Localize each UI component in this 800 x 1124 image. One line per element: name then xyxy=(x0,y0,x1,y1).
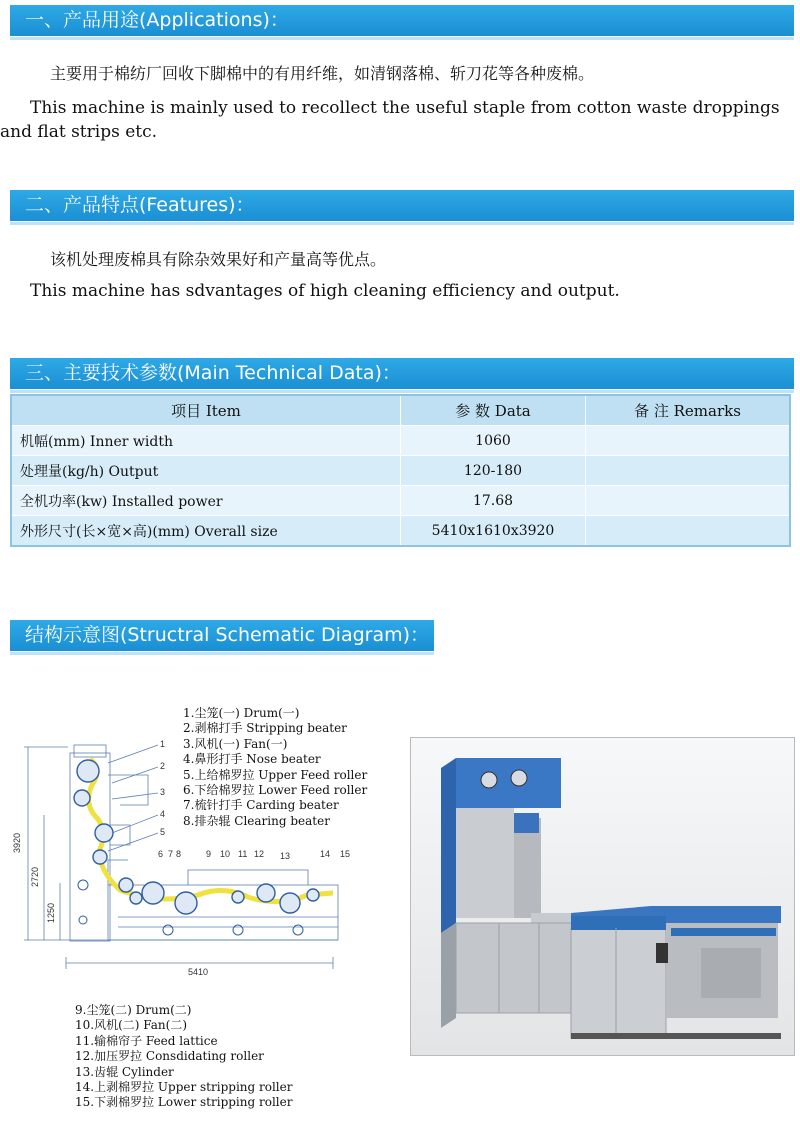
legend-item: 13.齿辊 Cylinder xyxy=(75,1064,174,1079)
legend-item: 14.上剥棉罗拉 Upper stripping roller xyxy=(75,1080,293,1095)
callout-number: 13 xyxy=(280,851,291,861)
legend-item: 4.鼻形打手 Nose beater xyxy=(183,752,321,767)
column-header-data: 参 数 Data xyxy=(401,395,586,426)
table-row xyxy=(11,516,790,547)
column-header-item: 项目 Item xyxy=(11,395,401,426)
cell-data: 17.68 xyxy=(401,486,586,516)
dim-height-mid: 2720 xyxy=(30,866,40,887)
cell-data: 5410x1610x3920 xyxy=(401,516,586,547)
technical-data-table xyxy=(10,394,791,547)
legend-item: 11.输棉帘子 Feed lattice xyxy=(75,1033,218,1048)
features-text-en: This machine has sdvantages of high cleaning efficiency and output. xyxy=(30,281,620,301)
schematic-heading: 结构示意图(Structral Schematic Diagram)： xyxy=(10,620,434,651)
callout-number: 14 xyxy=(320,849,331,859)
applications-text-zh: 主要用于棉纺厂回收下脚棉中的有用纤维，如清钢落棉、斩刀花等各种废棉。 xyxy=(50,64,595,83)
cell-remarks xyxy=(586,456,791,486)
callout-number: 8 xyxy=(176,849,182,859)
legend-bottom xyxy=(75,1003,292,1111)
callout-number: 3 xyxy=(160,787,166,797)
legend-item: 3.风机(一) Fan(一) xyxy=(183,736,288,751)
legend-item: 9.尘笼(二) Drum(二) xyxy=(75,1003,192,1017)
callout-number: 9 xyxy=(206,849,212,859)
cell-item: 机幅(mm) Inner width xyxy=(11,426,401,456)
cell-item: 全机功率(kw) Installed power xyxy=(11,486,401,516)
dim-length: 5410 xyxy=(188,967,209,977)
legend-item: 12.加压罗拉 Consdidating roller xyxy=(75,1049,264,1064)
legend-item: 1.尘笼(一) Drum(一) xyxy=(183,706,300,720)
cell-item: 处理量(kg/h) Output xyxy=(11,456,401,486)
cell-remarks xyxy=(586,426,791,456)
dim-height-low: 1250 xyxy=(46,902,56,923)
legend-item: 10.风机(二) Fan(二) xyxy=(75,1018,188,1033)
machine-photo xyxy=(410,737,795,1056)
callout-number: 12 xyxy=(254,849,265,859)
table-row xyxy=(11,456,790,486)
dim-height-total: 3920 xyxy=(12,832,22,853)
cell-item: 外形尺寸(长×宽×高)(mm) Overall size xyxy=(11,516,401,547)
legend-top xyxy=(183,706,367,829)
column-header-remarks: 备 注 Remarks xyxy=(586,395,791,426)
callout-number: 10 xyxy=(220,849,231,859)
callout-number: 15 xyxy=(340,849,351,859)
callout-number: 7 xyxy=(168,849,174,859)
legend-item: 2.剥棉打手 Stripping beater xyxy=(183,721,347,736)
callout-number: 2 xyxy=(160,761,166,771)
table-row xyxy=(11,486,790,516)
callout-number: 6 xyxy=(158,849,164,859)
callout-number: 4 xyxy=(160,809,166,819)
callout-number: 11 xyxy=(238,849,248,859)
technical-heading: 三、主要技术参数(Main Technical Data)： xyxy=(10,358,794,389)
table-header-row xyxy=(11,395,790,426)
legend-item: 8.排杂辊 Clearing beater xyxy=(183,813,330,828)
legend-item: 5.上给棉罗拉 Upper Feed roller xyxy=(183,767,368,782)
features-heading: 二、产品特点(Features)： xyxy=(10,190,794,221)
features-text-zh: 该机处理废棉具有除杂效果好和产量高等优点。 xyxy=(50,250,387,269)
table-row xyxy=(11,426,790,456)
cell-remarks xyxy=(586,486,791,516)
legend-item: 6.下给棉罗拉 Lower Feed roller xyxy=(183,783,368,798)
legend-item: 15.下剥棉罗拉 Lower stripping roller xyxy=(75,1095,293,1110)
cell-data: 1060 xyxy=(401,426,586,456)
applications-text-en: This machine is mainly used to recollect the useful staple from cotton waste droppings and flat strips etc. xyxy=(0,98,780,142)
cell-remarks xyxy=(586,516,791,547)
cell-data: 120-180 xyxy=(401,456,586,486)
applications-heading: 一、产品用途(Applications)： xyxy=(10,5,794,36)
callout-number: 1 xyxy=(160,739,166,749)
legend-item: 7.梳针打手 Carding beater xyxy=(183,798,339,813)
callout-number: 5 xyxy=(160,827,166,837)
